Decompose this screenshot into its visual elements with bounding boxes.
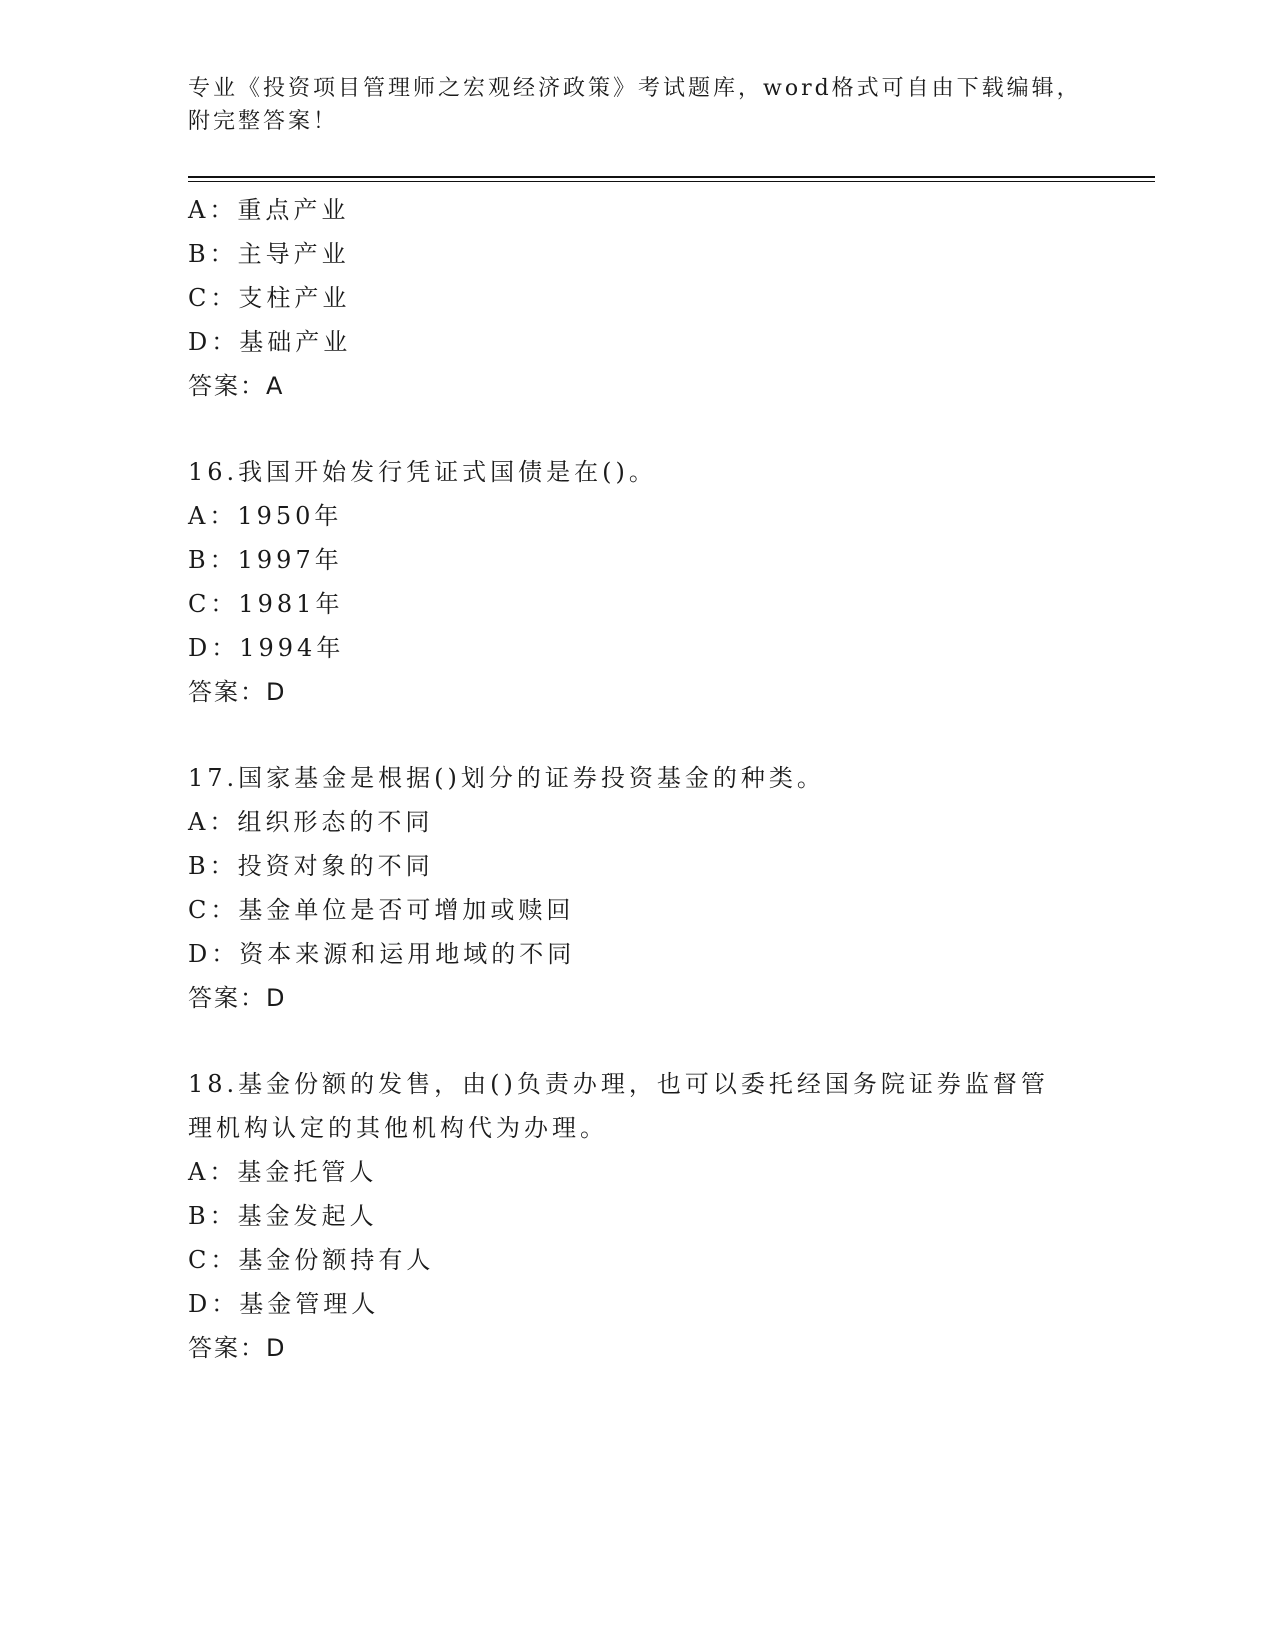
document-header [188, 72, 1088, 138]
q16-question: 16.我国开始发行凭证式国债是在()。 [188, 458, 657, 486]
q18-question-line-2: 理机构认定的其他机构代为办理。 [188, 1114, 608, 1142]
header-divider-thin [188, 181, 1155, 182]
q18-question-line-1: 18.基金份额的发售，由()负责办理，也可以委托经国务院证券监督管 [188, 1070, 1049, 1098]
q15-answer: 答案：A [188, 372, 285, 400]
header-divider-thick [188, 176, 1155, 178]
q15-option-b: B：主导产业 [188, 240, 350, 268]
q16-option-d: D：1994年 [188, 634, 345, 662]
q18-option-d: D：基金管理人 [188, 1290, 380, 1318]
q18-option-c: C：基金份额持有人 [188, 1246, 435, 1274]
q15-option-a: A：重点产业 [188, 196, 350, 224]
q15-option-d: D：基础产业 [188, 328, 352, 356]
q16-option-c: C：1981年 [188, 590, 344, 618]
header-line-1: 专业《投资项目管理师之宏观经济政策》考试题库，word格式可自由下载编辑， [188, 76, 1082, 101]
q17-option-b: B：投资对象的不同 [188, 852, 434, 880]
q17-option-d: D：资本来源和运用地域的不同 [188, 940, 576, 968]
q18-option-b: B：基金发起人 [188, 1202, 378, 1230]
q17-question: 17.国家基金是根据()划分的证券投资基金的种类。 [188, 764, 825, 792]
q16-option-a: A：1950年 [188, 502, 343, 530]
q18-option-a: A：基金托管人 [188, 1158, 378, 1186]
q15-option-c: C：支柱产业 [188, 284, 351, 312]
q17-option-c: C：基金单位是否可增加或赎回 [188, 896, 575, 924]
q17-answer: 答案：D [188, 984, 287, 1012]
q17-option-a: A：组织形态的不同 [188, 808, 434, 836]
q16-answer: 答案：D [188, 678, 287, 706]
q16-option-b: B：1997年 [188, 546, 343, 574]
header-line-2: 附完整答案！ [188, 109, 339, 134]
q18-answer: 答案：D [188, 1334, 287, 1362]
